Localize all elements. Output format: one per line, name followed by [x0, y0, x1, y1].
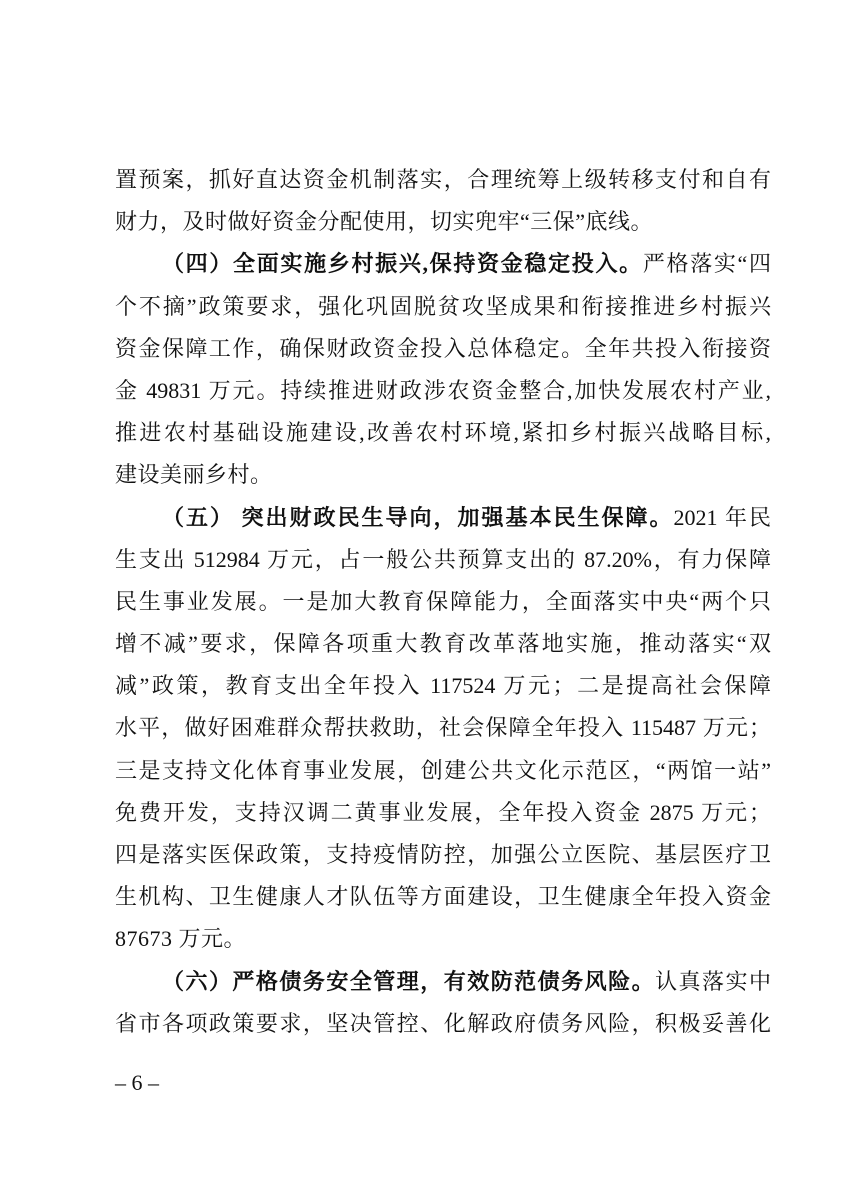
text-line	[115, 286, 771, 328]
line-text: 资金保障工作，确保财政资金投入总体稳定。全年共投入衔接资	[115, 335, 771, 361]
paragraph-heading: （四）全面实施乡村振兴,保持资金稳定投入。	[162, 251, 643, 277]
line-text: 生支出 512984 万元，占一般公共预算支出的 87.20%，有力保障	[115, 546, 771, 572]
text-line	[115, 581, 771, 623]
line-text: 个不摘”政策要求，强化巩固脱贫攻坚成果和衔接推进乡村振兴	[115, 293, 771, 319]
paragraph	[115, 497, 771, 961]
line-text: 2021 年民	[673, 504, 771, 530]
page-number: – 6 –	[115, 1070, 159, 1095]
line-text: 增不减”要求，保障各项重大教育改革落地实施，推动落实“双	[115, 631, 771, 657]
text-line	[115, 918, 771, 960]
line-text: 省市各项政策要求，坚决管控、化解政府债务风险，积极妥善化	[115, 1010, 771, 1036]
text-line	[115, 497, 771, 539]
paragraph	[115, 159, 771, 243]
text-line	[115, 539, 771, 581]
line-text: 87673 万元。	[115, 926, 247, 952]
text-line	[115, 454, 771, 496]
line-text: 推进农村基础设施建设,改善农村环境,紧扣乡村振兴战略目标,	[115, 420, 771, 446]
text-line	[115, 750, 771, 792]
text-line	[115, 876, 771, 918]
text-line	[115, 623, 771, 665]
text-line	[115, 665, 771, 707]
text-line	[115, 412, 771, 454]
text-line	[115, 328, 771, 370]
paragraph	[115, 961, 771, 1045]
text-line	[115, 834, 771, 876]
line-text: 严格落实“四	[642, 251, 772, 277]
line-text: 水平，做好困难群众帮扶救助，社会保障全年投入 115487 万元；	[115, 715, 771, 741]
line-text: 置预案，抓好直达资金机制落实，合理统筹上级转移支付和自有	[115, 167, 771, 192]
text-line	[115, 961, 771, 1003]
text-line	[115, 792, 771, 834]
line-text: 金 49831 万元。持续推进财政涉农资金整合,加快发展农村产业,	[115, 377, 771, 403]
text-line	[115, 201, 771, 243]
text-line	[115, 370, 771, 412]
line-text: 生机构、卫生健康人才队伍等方面建设，卫生健康全年投入资金	[115, 884, 771, 910]
text-line	[115, 243, 771, 285]
line-text: 建设美丽乡村。	[115, 462, 273, 488]
line-text: 免费开发，支持汉调二黄事业发展，全年投入资金 2875 万元；	[115, 799, 771, 825]
line-text: 四是落实医保政策，支持疫情防控，加强公立医院、基层医疗卫	[115, 842, 771, 867]
paragraph	[115, 243, 771, 496]
line-text: 认真落实中	[655, 968, 771, 994]
line-text: 三是支持文化体育事业发展，创建公共文化示范区，“两馆一站”	[115, 757, 771, 783]
line-text: 减”政策，教育支出全年投入 117524 万元；二是提高社会保障	[115, 673, 771, 699]
line-text: 民生事业发展。一是加大教育保障能力，全面落实中央“两个只	[115, 588, 771, 614]
line-text: 财力，及时做好资金分配使用，切实兜牢“三保”底线。	[115, 209, 654, 235]
paragraph-heading: （五） 突出财政民生导向，加强基本民生保障。	[162, 504, 674, 530]
text-line	[115, 707, 771, 749]
text-line	[115, 159, 771, 201]
document-body	[115, 159, 771, 1045]
paragraph-heading: （六）严格债务安全管理，有效防范债务风险。	[162, 968, 656, 994]
text-line	[115, 1003, 771, 1045]
